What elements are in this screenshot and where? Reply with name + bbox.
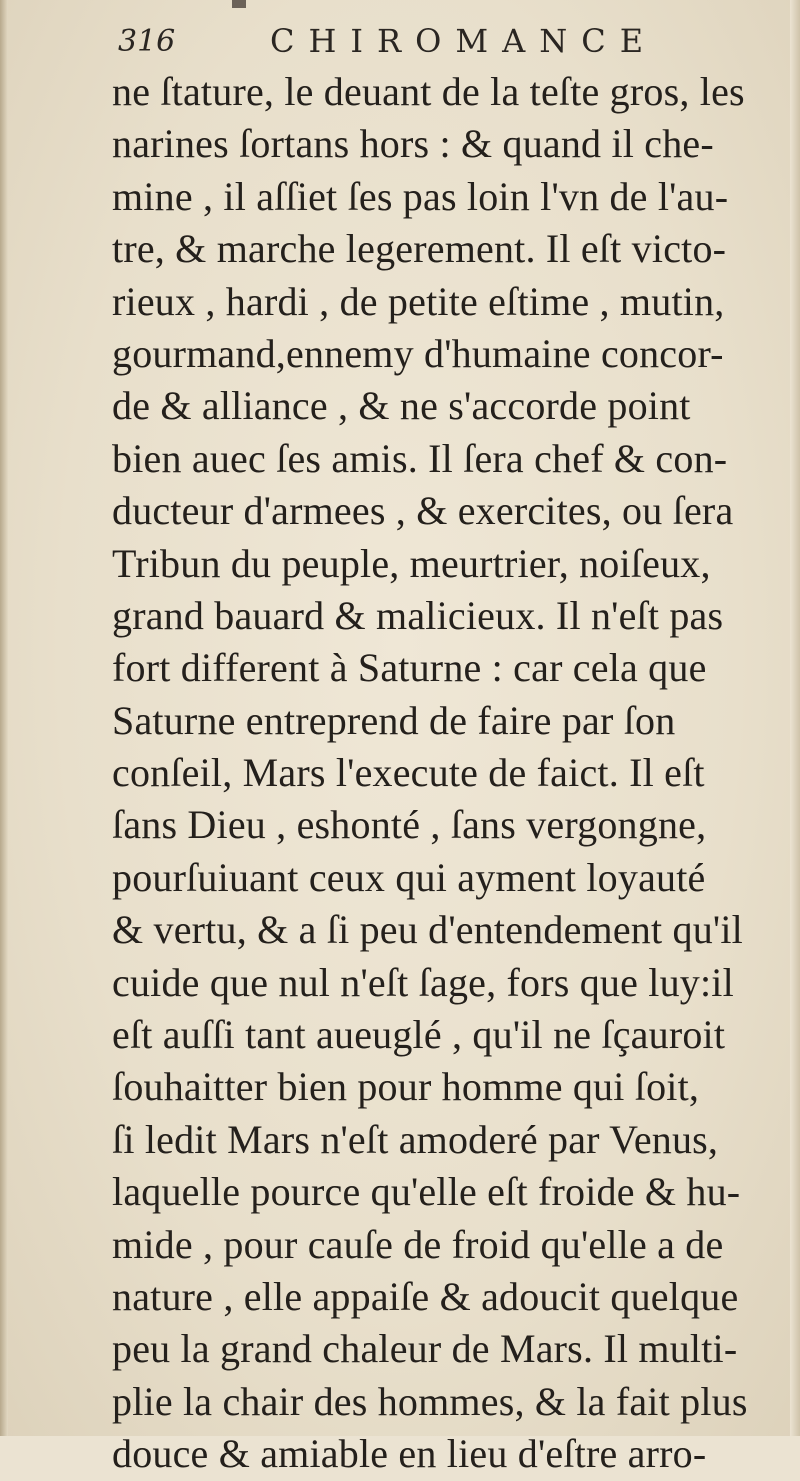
text-line: douce & amiable en lieu d'eſtre arro- bbox=[112, 1431, 707, 1477]
text-line: peu la grand chaleur de Mars. Il multi- bbox=[112, 1326, 738, 1372]
text-line: laquelle pource qu'elle eſt froide & hu- bbox=[112, 1169, 741, 1215]
text-line: & vertu, & a ſi peu d'entendement qu'il bbox=[112, 907, 743, 953]
text-line: cuide que nul n'eſt ſage, fors que luy:il bbox=[112, 959, 734, 1005]
text-line: ſi ledit Mars n'eſt amoderé par Venus, bbox=[112, 1116, 719, 1162]
text-line: bien auec ſes amis. Il ſera chef & con- bbox=[112, 435, 728, 481]
text-line: pourſuiuant ceux qui ayment loyauté bbox=[112, 854, 706, 900]
text-line: ne ſtature, le deuant de la teſte gros, les bbox=[112, 69, 745, 114]
page-gutter-shadow bbox=[0, 0, 8, 1436]
text-line: ſouhaitter bien pour homme qui ſoit, bbox=[112, 1064, 700, 1110]
text-line: nature , elle appaiſe & adoucit quelque bbox=[112, 1273, 739, 1319]
text-line: eſt auſſi tant aueuglé , qu'il ne ſçauroit bbox=[112, 1012, 726, 1058]
text-line: de & alliance , & ne s'accorde point bbox=[112, 383, 691, 429]
running-title: CHIROMANCE bbox=[270, 22, 658, 60]
text-line: plie la chair des hommes, & la fait plus bbox=[112, 1378, 748, 1424]
text-line: conſeil, Mars l'execute de faict. Il eſt bbox=[112, 750, 705, 796]
page-number: 316 bbox=[118, 24, 176, 59]
body-text bbox=[112, 66, 782, 1481]
text-line: gourmand,ennemy d'humaine concor- bbox=[112, 330, 724, 376]
text-line: tre, & marche legerement. Il eſt victo- bbox=[112, 226, 727, 272]
text-line: ducteur d'armees , & exercites, ou ſera bbox=[112, 488, 734, 534]
text-line: mine , il aſſiet ſes pas loin l'vn de l'au- bbox=[112, 173, 729, 219]
text-line: ſans Dieu , eshonté , ſans vergongne, bbox=[112, 802, 707, 848]
text-line: Tribun du peuple, meurtrier, noiſeux, bbox=[112, 540, 711, 586]
text-line: rieux , hardi , de petite eſtime , mutin, bbox=[112, 278, 725, 324]
text-line: narines ſortans hors : & quand il che- bbox=[112, 121, 714, 167]
text-line: grand bauard & malicieux. Il n'eſt pas bbox=[112, 592, 724, 638]
text-line: fort different à Saturne : car cela que bbox=[112, 645, 707, 691]
text-line: Saturne entreprend de faire par ſon bbox=[112, 697, 676, 743]
binding-mark bbox=[232, 0, 246, 8]
page-header bbox=[118, 22, 758, 72]
text-line: mide , pour cauſe de froid qu'elle a de bbox=[112, 1221, 724, 1267]
page-edge-shadow bbox=[790, 0, 800, 1436]
